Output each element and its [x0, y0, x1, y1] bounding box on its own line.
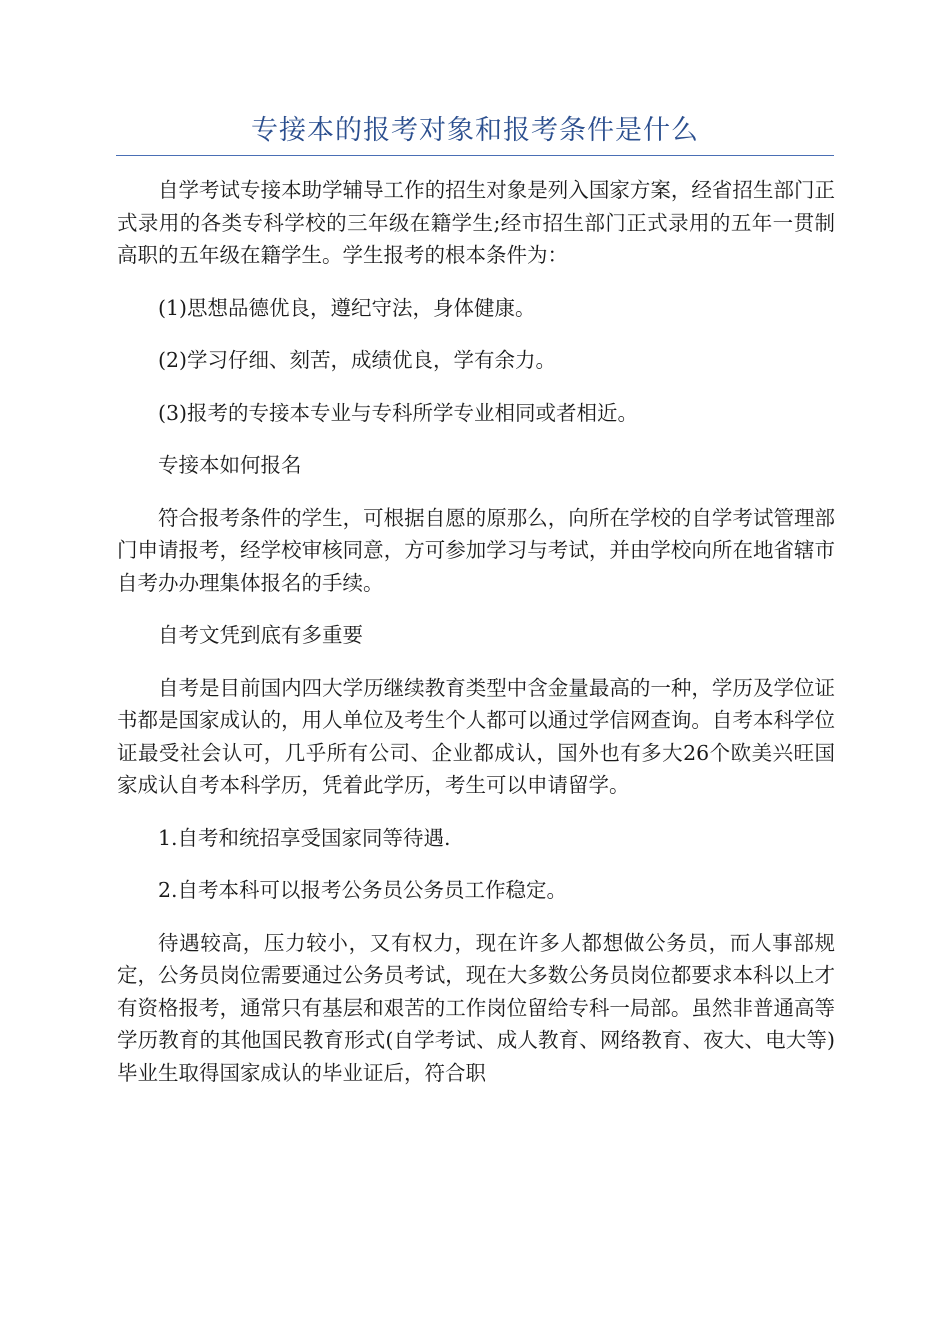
section-heading-importance: 自考文凭到底有多重要 [158, 623, 363, 647]
document-title: 专接本的报考对象和报考条件是什么 [251, 115, 699, 146]
paragraph-point-1: 1.自考和统招享受国家同等待遇. [158, 825, 451, 850]
paragraph-point-2: 2.自考本科可以报考公务员公务员工作稳定。 [158, 878, 568, 902]
paragraph-registration: 符合报考条件的学生，可根据自愿的原那么，向所在学校的自学考试管理部门申请报考，经学校审核同意，方可参加学习与考试，并由学校向所在地省辖市自考办办理集体报名的手续。 [117, 505, 835, 595]
paragraph-civil-service: 待遇较高，压力较小，又有权力，现在许多人都想做公务员，而人事部规定，公务员岗位需要通过公务员考试，现在大多数公务员岗位都要求本科以上才有资格报考，通常只有基层和艰苦的工作岗位留给专科一局部。虽然非普通高等学历教育的其他国民教育形式(自学考试、成人教育、网络教育、夜大、电大等)毕业生取得国家成认的毕业证后，符合职 [117, 930, 835, 1085]
paragraph-condition-1: (1)思想品德优良，遵纪守法，身体健康。 [158, 295, 536, 320]
paragraph-condition-3: (3)报考的专接本专业与专科所学专业相同或者相近。 [158, 400, 639, 425]
paragraph-condition-2: (2)学习仔细、刻苦，成绩优良，学有余力。 [158, 348, 557, 372]
section-heading-registration: 专接本如何报名 [158, 453, 302, 477]
paragraph-intro: 自学考试专接本助学辅导工作的招生对象是列入国家方案，经省招生部门正式录用的各类专科学校的三年级在籍学生;经市招生部门正式录用的五年一贯制高职的五年级在籍学生。学生报考的根本条件为： [117, 178, 835, 267]
paragraph-importance: 自考是目前国内四大学历继续教育类型中含金量最高的一种，学历及学位证书都是国家成认的，用人单位及考生个人都可以通过学信网查询。自考本科学位证最受社会认可，几乎所有公司、企业都成认，国外也有多大26个欧美兴旺国家成认自考本科学历，凭着此学历，考生可以申请留学。 [117, 675, 835, 797]
document-body [117, 174, 835, 1109]
title-underline [116, 155, 834, 156]
